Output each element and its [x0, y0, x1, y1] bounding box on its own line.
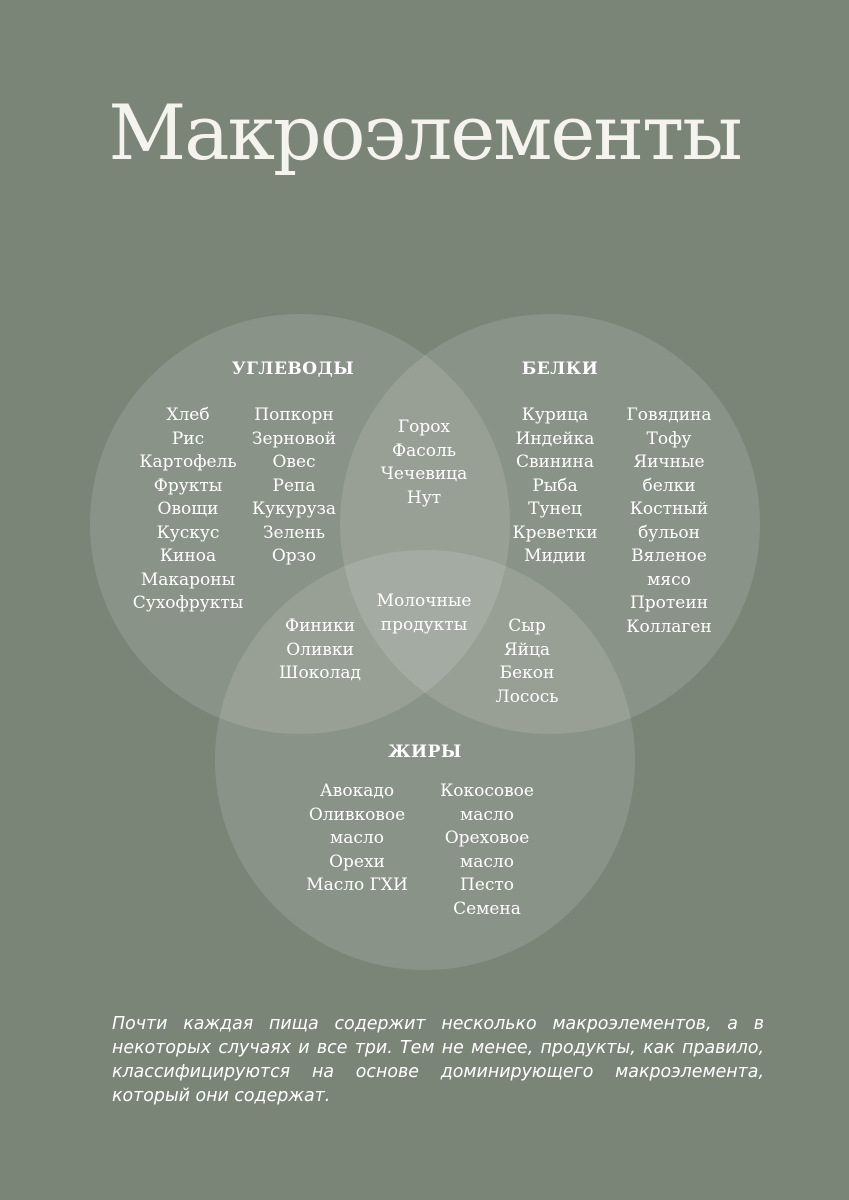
- list-item: Нут: [406, 487, 442, 508]
- list-item: масло: [460, 851, 514, 872]
- list-item: Мидии: [524, 546, 586, 566]
- list-item: Орзо: [271, 546, 317, 566]
- list-item: Овес: [272, 452, 316, 472]
- list-item: Рыба: [532, 475, 578, 496]
- list-item: Костный: [629, 499, 709, 519]
- carbs-proteins-list: [364, 416, 484, 510]
- list-item: Ореховое: [444, 828, 530, 848]
- list-item: Тофу: [646, 428, 692, 449]
- list-item: Бекон: [499, 663, 555, 683]
- proteins-fats-list: [477, 615, 577, 709]
- list-item: Масло ГХИ: [306, 875, 408, 895]
- page-title: Макроэлементы: [108, 88, 741, 177]
- list-item: белки: [642, 475, 696, 496]
- list-item: Коллаген: [626, 616, 712, 637]
- list-item: Рис: [171, 428, 205, 449]
- list-item: Макароны: [140, 569, 236, 590]
- fats-list-2: [427, 780, 547, 921]
- list-item: Репа: [272, 475, 316, 496]
- list-item: Курица: [521, 405, 589, 425]
- list-item: Лосось: [495, 686, 559, 707]
- list-item: Свинина: [515, 452, 595, 472]
- list-item: Оливки: [286, 639, 354, 660]
- proteins-list-2: [614, 404, 724, 639]
- list-item: Кокосовое: [440, 781, 534, 801]
- list-item: Овощи: [157, 499, 219, 519]
- list-item: мясо: [647, 569, 691, 590]
- list-item: Хлеб: [166, 405, 210, 425]
- list-item: Оливковое: [308, 804, 406, 825]
- proteins-label: БЕЛКИ: [521, 359, 599, 379]
- list-item: Семена: [453, 898, 521, 919]
- list-item: Кукуруза: [251, 499, 337, 519]
- list-item: Горох: [397, 417, 451, 437]
- carbs-list-1: [128, 404, 248, 616]
- list-item: Зерновой: [251, 428, 337, 449]
- list-item: масло: [460, 804, 514, 825]
- list-item: Индейка: [515, 428, 595, 449]
- carbs-fats-list: [265, 615, 375, 686]
- fats-label: ЖИРЫ: [388, 742, 462, 762]
- list-item: Тунец: [528, 499, 582, 519]
- list-item: Киноа: [159, 546, 217, 566]
- list-item: Протеин: [629, 593, 709, 613]
- list-item: Молочные: [376, 591, 472, 611]
- list-item: Песто: [459, 875, 515, 895]
- footnote-text: Почти каждая пища содержит несколько макроэлементов, а в некоторых случаях и все три. Тем не менее, продукты, как правило, классифицируются на основе доминирующего макроэлемента, который они содержат.: [112, 1014, 764, 1106]
- list-item: Чечевица: [380, 464, 468, 484]
- list-item: Говядина: [626, 405, 712, 425]
- list-item: Орехи: [329, 851, 385, 872]
- list-item: Финики: [284, 616, 356, 636]
- list-item: бульон: [638, 522, 700, 543]
- list-item: Кускус: [156, 522, 220, 543]
- list-item: Креветки: [512, 522, 598, 543]
- carbs-label: УГЛЕВОДЫ: [231, 359, 355, 379]
- proteins-list-1: [500, 404, 610, 569]
- list-item: Фрукты: [153, 475, 223, 496]
- list-item: Яйца: [503, 639, 551, 660]
- list-item: Фасоль: [391, 440, 457, 461]
- list-item: Картофель: [139, 452, 237, 472]
- list-item: Зелень: [262, 522, 326, 543]
- list-item: Сухофрукты: [132, 593, 244, 613]
- carbs-list-2: [244, 404, 344, 569]
- list-item: Шоколад: [279, 663, 361, 683]
- list-item: Вяленое: [631, 546, 707, 566]
- fats-list-1: [297, 780, 417, 898]
- list-item: Яичные: [633, 452, 705, 472]
- list-item: продукты: [380, 614, 468, 635]
- list-item: Авокадо: [319, 781, 395, 801]
- list-item: Попкорн: [254, 405, 334, 425]
- all-three-list: [364, 590, 484, 637]
- list-item: Сыр: [508, 616, 546, 636]
- list-item: масло: [330, 828, 384, 848]
